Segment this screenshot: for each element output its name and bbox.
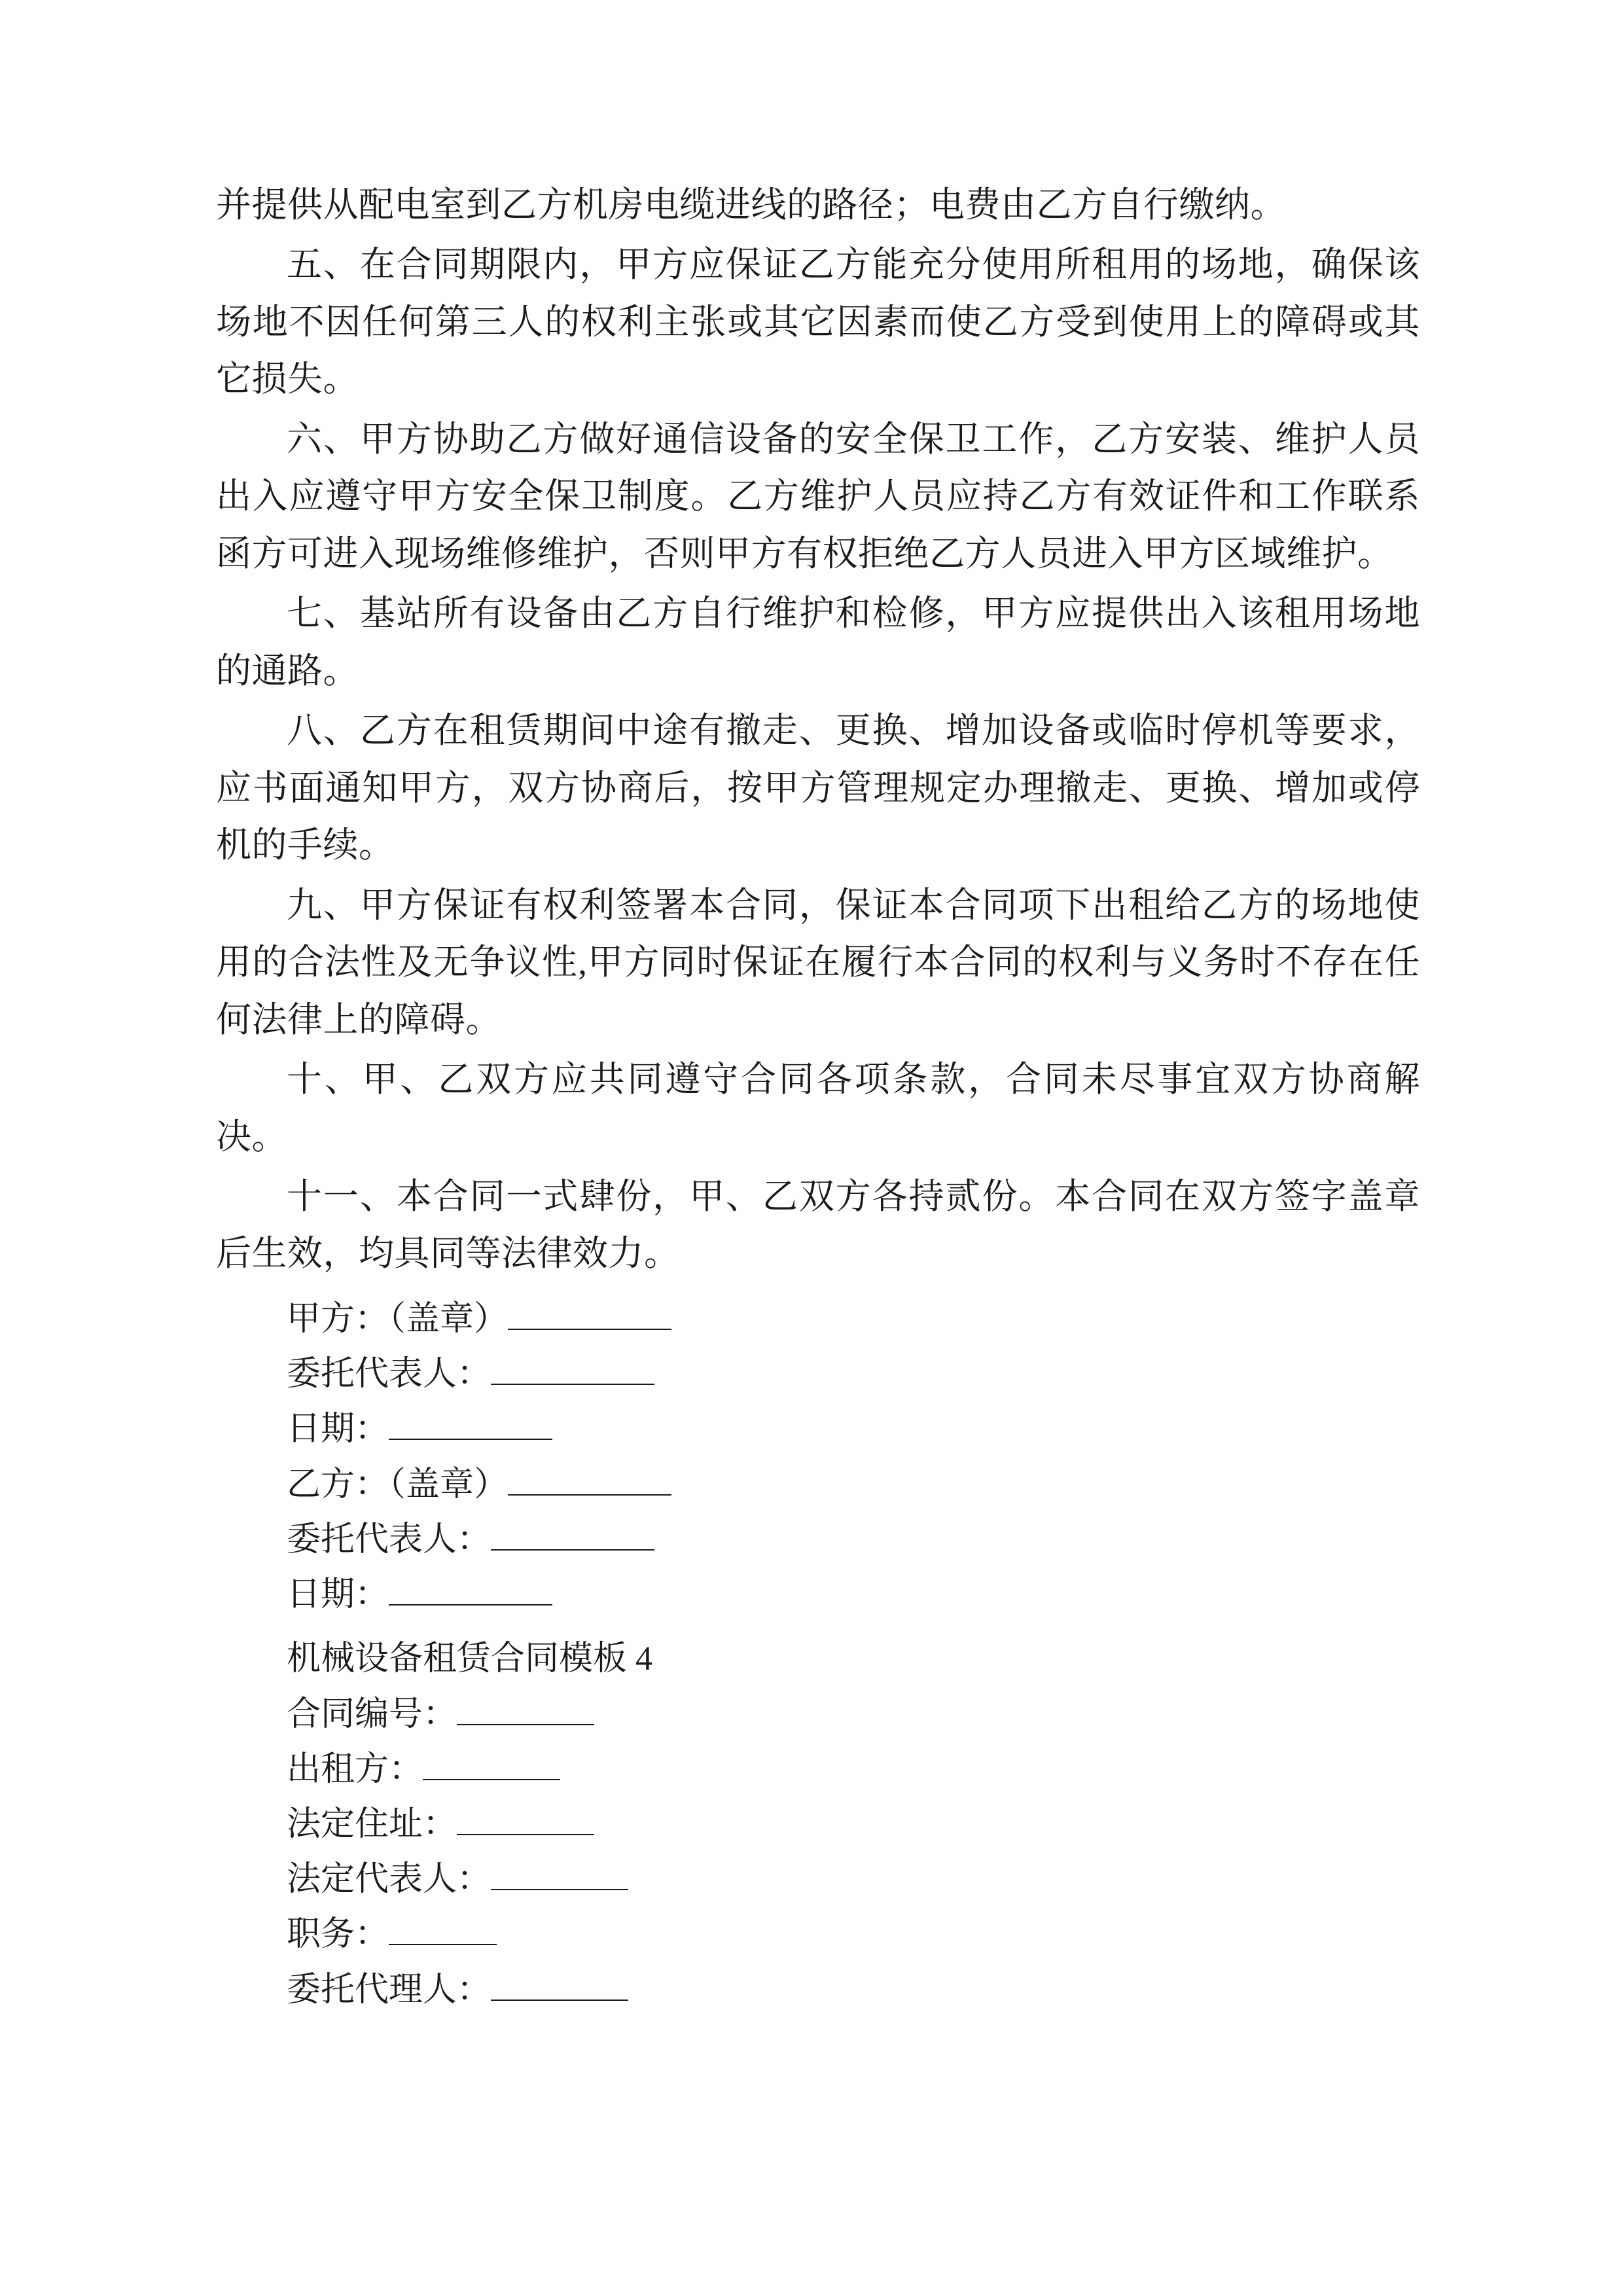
form-label-position: 职务： bbox=[287, 1916, 389, 1954]
clause-paragraph-7: 七、基站所有设备由乙方自行维护和检修，甲方应提供出入该租用场地的通路。 bbox=[216, 594, 1420, 691]
clause-paragraph-11: 十一、本合同一式肆份，甲、乙双方各持贰份。本合同在双方签字盖章后生效，均具同等法律效力。 bbox=[216, 1176, 1420, 1274]
signature-field-party-a-date bbox=[216, 1402, 1420, 1457]
signature-label-party-a-date: 日期： bbox=[287, 1410, 389, 1448]
document-body bbox=[216, 177, 1420, 2018]
form-field-legal-representative bbox=[216, 1852, 1420, 1907]
form-field-legal-address bbox=[216, 1797, 1420, 1852]
signature-field-party-a bbox=[216, 1292, 1420, 1347]
signature-label-party-a: 甲方：（盖章） bbox=[287, 1300, 508, 1338]
form-label-lessor: 出租方： bbox=[287, 1750, 423, 1788]
form-blank-contract-number[interactable] bbox=[457, 1724, 594, 1725]
form-field-contract-number bbox=[216, 1687, 1420, 1742]
signature-blank-party-b[interactable] bbox=[508, 1494, 671, 1496]
signature-field-party-b-date bbox=[216, 1568, 1420, 1623]
signature-field-party-a-rep bbox=[216, 1347, 1420, 1402]
signature-blank-party-a-date[interactable] bbox=[389, 1439, 552, 1440]
clause-paragraph-9: 九、甲方保证有权利签署本合同，保证本合同项下出租给乙方的场地使用的合法性及无争议性,甲方同时保证在履行本合同的权利与义务时不存在任何法律上的障碍。 bbox=[216, 885, 1420, 1039]
signature-field-party-b bbox=[216, 1458, 1420, 1513]
signature-label-party-b-rep: 委托代表人： bbox=[287, 1520, 491, 1558]
signature-blank-party-b-date[interactable] bbox=[389, 1604, 552, 1605]
form-field-position bbox=[216, 1907, 1420, 1962]
form-field-lessor bbox=[216, 1742, 1420, 1797]
signature-blank-party-a-rep[interactable] bbox=[491, 1384, 654, 1385]
signature-label-party-b-date: 日期： bbox=[287, 1576, 389, 1614]
clause-paragraph-6: 六、甲方协助乙方做好通信设备的安全保卫工作，乙方安装、维护人员出入应遵守甲方安全保卫制度。乙方维护人员应持乙方有效证件和工作联系函方可进入现场维修维护，否则甲方有权拒绝乙方人员进入甲方区域维护。 bbox=[216, 419, 1420, 573]
form-blank-position[interactable] bbox=[389, 1944, 497, 1945]
form-field-authorized-agent bbox=[216, 1963, 1420, 2018]
section-title: 机械设备租赁合同模板 4 bbox=[287, 1640, 653, 1678]
clause-paragraph-8: 八、乙方在租赁期间中途有撤走、更换、增加设备或临时停机等要求，应书面通知甲方，双方协商后，按甲方管理规定办理撤走、更换、增加或停机的手续。 bbox=[216, 711, 1420, 865]
signature-label-party-b: 乙方：（盖章） bbox=[287, 1465, 508, 1503]
signature-label-party-a-rep: 委托代表人： bbox=[287, 1355, 491, 1393]
form-label-legal-address: 法定住址： bbox=[287, 1806, 457, 1844]
form-label-authorized-agent: 委托代理人： bbox=[287, 1971, 491, 2009]
form-blank-legal-address[interactable] bbox=[457, 1834, 594, 1835]
form-label-legal-representative: 法定代表人： bbox=[287, 1861, 491, 1899]
signature-field-party-b-rep bbox=[216, 1513, 1420, 1568]
form-label-contract-number: 合同编号： bbox=[287, 1695, 457, 1733]
clause-paragraph-10: 十、甲、乙双方应共同遵守合同各项条款，合同未尽事宜双方协商解决。 bbox=[216, 1060, 1420, 1157]
form-blank-legal-representative[interactable] bbox=[491, 1889, 628, 1890]
signature-blank-party-b-rep[interactable] bbox=[491, 1549, 654, 1551]
clause-paragraph-5: 五、在合同期限内，甲方应保证乙方能充分使用所租用的场地，确保该场地不因任何第三人的权利主张或其它因素而使乙方受到使用上的障碍或其它损失。 bbox=[216, 245, 1420, 399]
signature-blank-party-a[interactable] bbox=[508, 1329, 671, 1330]
form-blank-authorized-agent[interactable] bbox=[491, 2000, 628, 2001]
continuation-paragraph: 并提供从配电室到乙方机房电缆进线的路径；电费由乙方自行缴纳。 bbox=[216, 185, 1286, 224]
form-blank-lessor[interactable] bbox=[423, 1779, 560, 1780]
